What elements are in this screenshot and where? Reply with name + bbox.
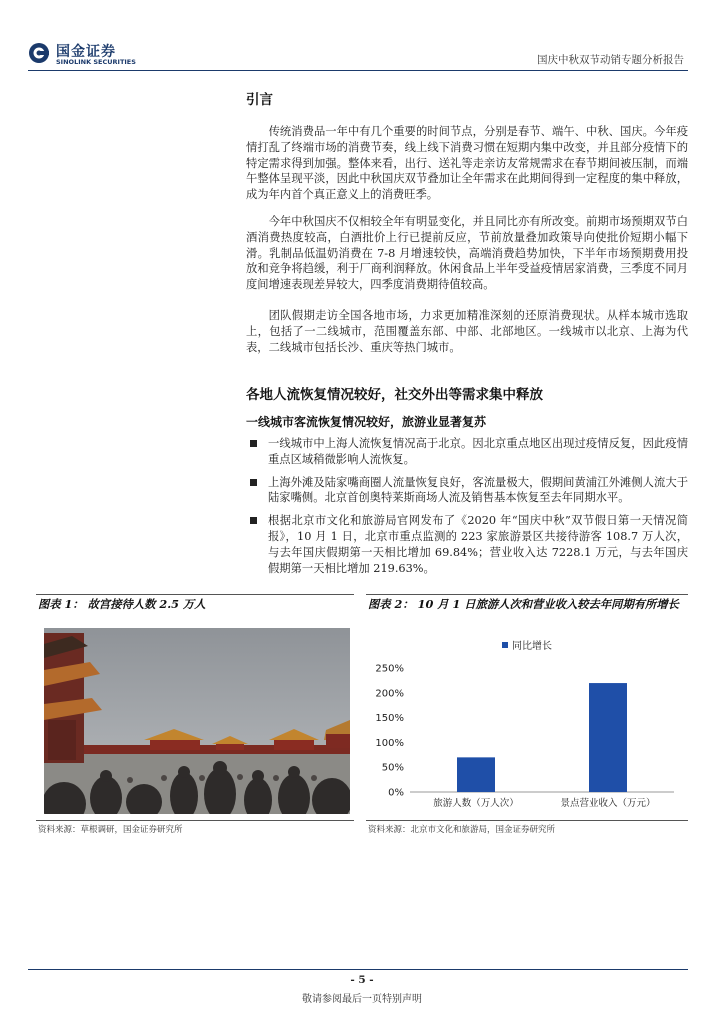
bullet-square-icon — [250, 440, 257, 447]
figure1-top-rule — [36, 594, 354, 595]
legend-label: 同比增长 — [512, 641, 552, 652]
bullet-item — [246, 475, 688, 507]
section-subheading: 一线城市客流恢复情况较好，旅游业显著复苏 — [246, 415, 487, 429]
intro-title: 引言 — [246, 92, 273, 108]
figure2-bottom-rule — [366, 820, 688, 821]
y-tick-label: 250% — [375, 663, 404, 675]
header-divider — [28, 70, 688, 71]
legend-swatch — [502, 642, 508, 648]
bullet-list — [246, 436, 688, 576]
figure2-top-rule — [366, 594, 688, 595]
footer-divider — [28, 969, 688, 970]
x-tick-label: 景点营业收入（万元） — [560, 798, 656, 809]
y-tick-label: 0% — [388, 787, 404, 799]
y-tick-label: 200% — [375, 688, 404, 700]
bullet-item — [246, 513, 688, 576]
intro-paragraph-3: 团队假期走访全国各地市场，力求更加精准深刻的还原消费现状。从样本城市选取上，包括了一二线城市，范围覆盖东部、中部、北部地区。一线城市以北京、上海为代表，二线城市包括长沙、重庆等热门城市。 — [246, 309, 688, 354]
bullet-square-icon — [250, 479, 257, 486]
figure1-title: 图表 1： 故宫接待人数 2.5 万人 — [38, 597, 206, 611]
bar — [589, 683, 627, 792]
x-tick-label: 旅游人数（万人次） — [433, 798, 519, 809]
intro-paragraph-1: 传统消费品一年中有几个重要的时间节点，分别是春节、端午、中秋、国庆。今年疫情打乱了终端市场的消费节奏，线上线下消费习惯在短期内集中改变，并且部分疫情下的特定需求得到加强。整体来看，出行、送礼等走亲访友常规需求在春节期间被压制，而端午整体呈现平淡，因此中秋国庆双节叠加让全年需求在此期间得到一定程度的集中释放，成为年内首个真正意义上的消费旺季。 — [246, 125, 688, 202]
bullet-text: 上海外滩及陆家嘴商圈人流量恢复良好，客流量极大，假期间黄浦江外滩侧人流大于陆家嘴侧。北京首创奥特莱斯商场人流及销售基本恢复至去年同期水平。 — [268, 475, 688, 505]
intro-paragraph-2: 今年中秋国庆不仅相较全年有明显变化，并且同比亦有所改变。前期市场预期双节白酒消费热度较高，白酒批价上行已提前反应，节前放量叠加政策导向使批价短期小幅下滑。乳制品低温奶消费在 7-8 月增速较快，高端消费趋势加快，下半年市场预期费用投放和竞争将趋缓，利于厂商利润释放。休闲食品上半年受益疫情居家消费，三季度不同月度间增速表现差异较大，四季度消费期待值较高。 — [246, 215, 688, 292]
figure2-source: 资料来源：北京市文化和旅游局，国金证券研究所 — [368, 825, 556, 835]
y-tick-label: 50% — [381, 762, 404, 774]
bullet-text: 一线城市中上海人流恢复情况高于北京。因北京重点地区出现过疫情反复，因此疫情重点区域稍微影响人流恢复。 — [268, 437, 688, 466]
logo-text-en: SINOLINK SECURITIES — [56, 58, 136, 66]
figure1-source: 资料来源：草根调研，国金证券研究所 — [38, 825, 183, 835]
y-tick-label: 100% — [375, 737, 404, 749]
page-number: - 5 - — [350, 974, 374, 986]
logo-text-cn: 国金证券 — [56, 44, 116, 60]
sinolink-logo-icon — [28, 42, 50, 64]
forbidden-city-photo-drawing — [44, 628, 350, 814]
footer-disclaimer: 敬请参阅最后一页特别声明 — [302, 994, 422, 1005]
figure2-title: 图表 2： 10 月 1 日旅游人次和营业收入较去年同期有所增长 — [368, 597, 679, 611]
forbidden-city-photo — [44, 628, 350, 814]
bar — [457, 757, 495, 792]
report-title: 国庆中秋双节动销专题分析报告 — [537, 54, 684, 66]
figure1-bottom-rule — [36, 820, 354, 821]
bullet-text: 根据北京市文化和旅游局官网发布了《2020 年“国庆中秋”双节假日第一天情况简报》，10 月 1 日，北京市重点监测的 223 家旅游景区共接待游客 108.7 万人次，与去年国庆假期第一天相比增加 69.84%；营业收入达 7228.1 万元，与去年国庆假期第一天相比增加 219.63%。 — [268, 514, 688, 575]
y-tick-label: 150% — [375, 713, 404, 725]
growth-bar-chart — [368, 630, 688, 816]
section-heading: 各地人流恢复情况较好，社交外出等需求集中释放 — [246, 387, 543, 403]
bullet-square-icon — [250, 517, 257, 524]
bullet-item — [246, 436, 688, 468]
page-header — [0, 0, 724, 72]
